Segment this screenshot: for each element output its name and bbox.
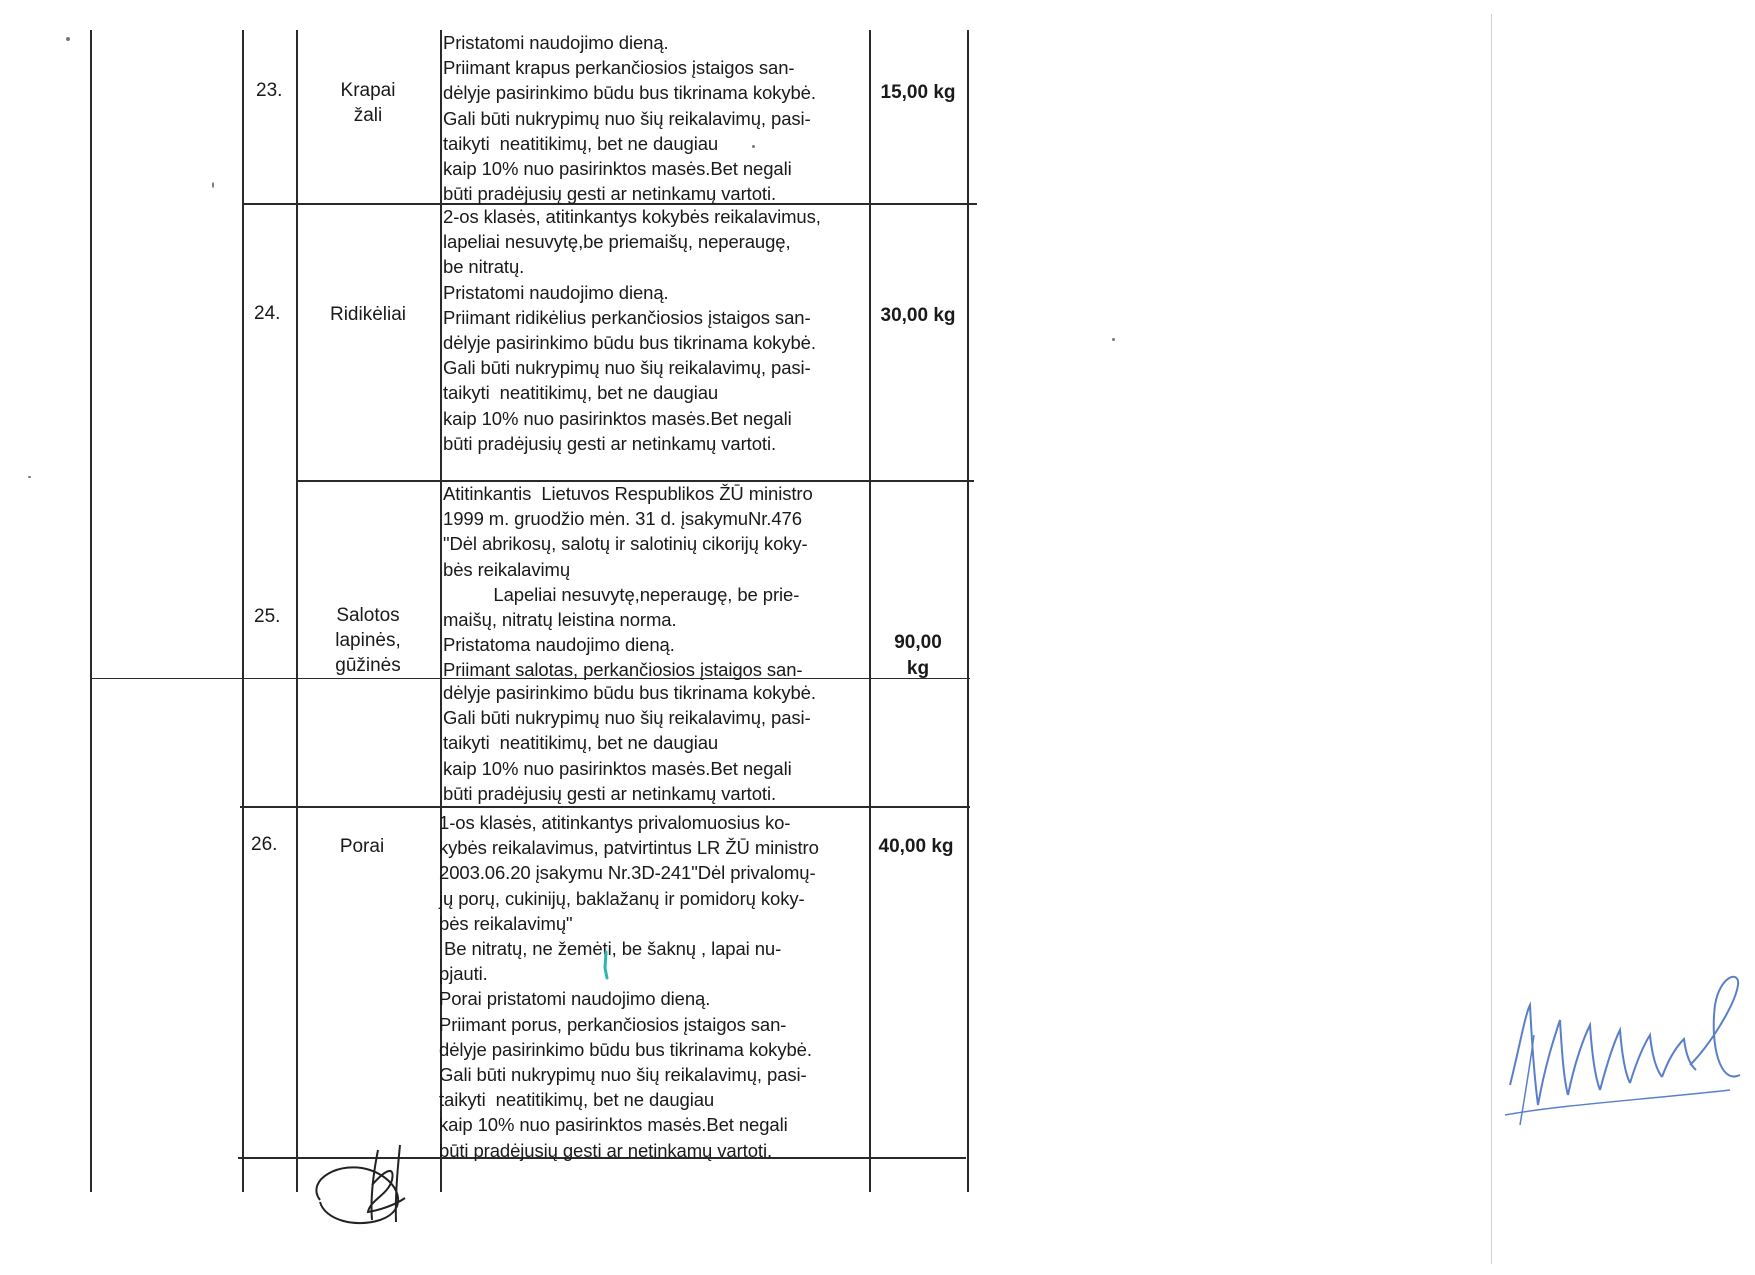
scan-speck bbox=[752, 145, 755, 148]
row-24-description: 2-os klasės, atitinkantys kokybės reikalavimus, lapeliai nesuvytę,be priemaišų, neperaugę, be nitratų. Pristatomi naudojimo dieną. Priimant ridikėlius perkančiosios įstaigos san- dėlyje pasirinkimo būdu bus tikrinama kokybė. Gali būti nukrypimų nuo šių reikalavimų, pasi- taikyti neatitikimų, bet ne daugiau kaip 10% nuo pasirinktos masės.Bet negali būti pradėjusių gesti ar netinkamų vartoti. bbox=[443, 206, 821, 454]
row-24-name: Ridikėliai bbox=[329, 304, 407, 325]
scan-speck bbox=[212, 182, 214, 188]
row-26-number: 26. bbox=[251, 834, 278, 855]
row-23-name: Krapai žali bbox=[340, 80, 396, 126]
scan-speck bbox=[1112, 338, 1115, 341]
row-25-name: Salotos lapinės, gūžinės bbox=[335, 605, 401, 676]
row-23-description: Pristatomi naudojimo dieną. Priimant krapus perkančiosios įstaigos san- dėlyje pasirinkimo būdu bus tikrinama kokybė. Gali būti nukrypimų nuo šių reikalavimų, pasi- taikyti neatitikimų, bet ne daugiau kaip 10% nuo pasirinktos masės.Bet negali būti pradėjusių gesti ar netinkamų vartoti. bbox=[443, 32, 816, 205]
row-23-number: 23. bbox=[256, 80, 283, 101]
scan-speck bbox=[66, 37, 70, 41]
row-separator-25-26 bbox=[240, 806, 970, 808]
row-24-quantity: 30,00 kg bbox=[880, 305, 956, 326]
row-26-description: 1-os klasės, atitinkantys privalomuosius ko- kybės reikalavimus, patvirtintus LR ŽŪ ministro 2003.06.20 įsakymu Nr.3D-241"Dėl privalomų- jų porų, cukinijų, baklažanų ir pomidorų koky- bės reikalavimų" Be nitratų, ne žemėti, be šaknų , lapai nu- pjauti. Porai pristatomi naudojimo dieną. Priimant porus, perkančiosios įstaigos san- dėlyje pasirinkimo būdu bus tikrinama kokybė. Gali būti nukrypimų nuo šių reikalavimų, pasi- taikyti neatitikimų, bet ne daugiau kaip 10% nuo pasirinktos masės.Bet negali būti pradėjusių gesti ar netinkamų vartoti. bbox=[439, 812, 819, 1161]
row-26-name: Porai bbox=[339, 836, 385, 857]
row-25-quantity: 90,00 kg bbox=[894, 632, 942, 679]
left-margin-rule bbox=[90, 30, 92, 1192]
row-23-quantity: 15,00 kg bbox=[880, 82, 956, 103]
scan-speck bbox=[28, 476, 31, 478]
pen-mark bbox=[600, 950, 612, 982]
blue-signature bbox=[1500, 965, 1750, 1140]
row-25-description-continued: dėlyje pasirinkimo būdu bus tikrinama kokybė. Gali būti nukrypimų nuo šių reikalavimų, pasi- taikyti neatitikimų, bet ne daugiau kaip 10% nuo pasirinktos masės.Bet negali būti pradėjusių gesti ar netinkamų vartoti. bbox=[443, 682, 816, 804]
row-25-description: Atitinkantis Lietuvos Respublikos ŽŪ ministro 1999 m. gruodžio mėn. 31 d. įsakymuNr.476 "Dėl abrikosų, salotų ir salotinių cikorijų koky- bės reikalavimų Lapeliai nesuvytę,neperaugę, be prie- maišų, nitratų leistina norma. Pristatoma naudojimo dieną. Priimant salotas, perkančiosios įstaigos san- bbox=[443, 483, 813, 681]
page-fold-line bbox=[1491, 14, 1492, 1264]
row-26-quantity: 40,00 kg bbox=[878, 836, 954, 857]
row-24-number: 24. bbox=[254, 303, 281, 324]
row-25-number: 25. bbox=[254, 606, 281, 627]
initials-signature bbox=[300, 1140, 440, 1230]
